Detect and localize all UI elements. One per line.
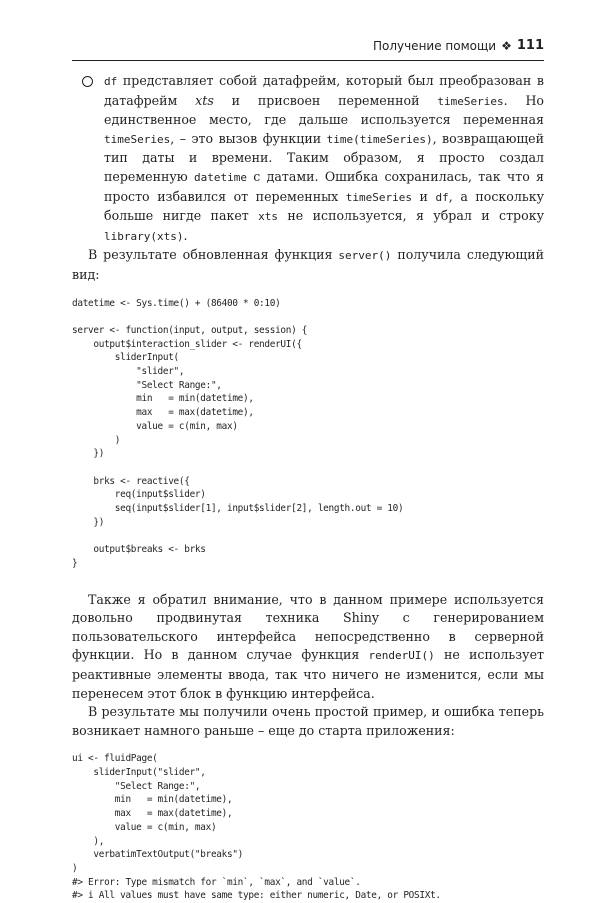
code-inline: df [435, 190, 449, 204]
code-inline: timeSeries [345, 190, 412, 204]
code-inline: server() [338, 249, 392, 263]
paragraph-simple: В результате мы получили очень простой пример, и ошибка теперь возникает намного раньше – еще до старта приложения: [72, 704, 544, 738]
page-number: 111 [516, 38, 544, 53]
bullet-paragraph [104, 72, 544, 246]
text-run: , возвращающей тип даты и времени. Таким образом, я просто создал переменную [104, 130, 544, 184]
header-section-title: Получение помощи [372, 39, 497, 53]
code-inline: timeSeries [437, 94, 504, 108]
paragraph-also [72, 591, 544, 704]
code-inline: xts [258, 210, 278, 224]
text-run: с датами. Ошибка сохранилась, так что я просто избавился от переменных [104, 168, 544, 204]
page-header [72, 38, 544, 61]
code-inline: datetime [194, 170, 248, 184]
code-block-ui: ui <- fluidPage( sliderInput("slider", "Select Range:", min = min(datetime), max = max(datetime), value = c(min, max) ), verbatimTextOutput("breaks") ) #> Error: Type mismatch for `min`, `max`, and `value`. #> i All values must have same type: either numeric, Date, or POSIXt. [72, 753, 441, 902]
text-run: , а поскольку больше нигде пакет [104, 188, 545, 224]
header-separator-icon: ❖ [501, 39, 512, 53]
text-run: не использует реактивные элементы ввода, так что ничего не изменится, если мы перенесем этот блок в функцию интерфейса. [72, 647, 544, 701]
text-run: представляет собой датафрейм, который был преобразован в датафрейм [104, 73, 544, 108]
text-run: не используется, я убрал и строку [278, 208, 544, 224]
text-run: . Но единственное место, где дальше используется переменная [104, 92, 545, 128]
text-run: и присвоен переменной [213, 92, 438, 108]
paragraph-result [72, 246, 544, 284]
text-run: В результате обновленная функция [88, 247, 339, 263]
text-run: и [412, 188, 436, 204]
text-run: . [183, 227, 188, 243]
bullet-item [72, 72, 544, 246]
code-block-server: datetime <- Sys.time() + (86400 * 0:10) server <- function(input, output, session) { output$interaction_slider <- renderUI({ sliderInput( "slider", "Select Range:", min = min(datetime), max = max(datetime), value = c(min, max) ) }) brks <- reactive({ req(input$slider) seq(input$slider[1], input$slider[2], length.out = 10) }) output$breaks <- brks } [72, 297, 404, 569]
text-run: получила следующий вид: [72, 247, 544, 282]
code-inline: time(timeSeries) [326, 132, 433, 146]
code-inline: timeSeries [104, 132, 171, 146]
code-inline: library(xts) [104, 229, 184, 243]
page-content [72, 72, 544, 903]
code-inline: renderUI() [368, 649, 435, 663]
bullet-circle-icon [82, 76, 93, 87]
text-run: Также я обратил внимание, что в данном примере используется довольно продвинутая техника Shiny с генерированием пользовательского интерфейса непосредственно в серверной функции. Но в данном случае функция [72, 591, 544, 663]
text-run: , – это вызов функции [170, 130, 327, 146]
text-italic: xts [195, 92, 214, 108]
code-inline: df [104, 75, 118, 88]
